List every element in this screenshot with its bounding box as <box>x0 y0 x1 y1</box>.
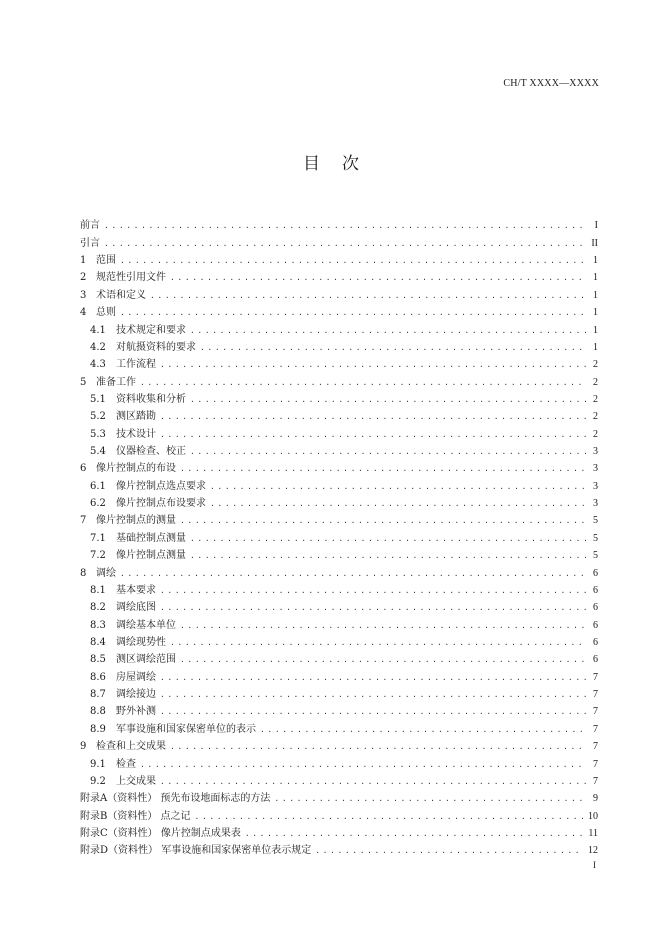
toc-entry-page: 1 <box>593 289 598 301</box>
toc-entry[interactable] <box>80 753 598 770</box>
toc-entry-number: 6.1 <box>90 480 106 492</box>
toc-entry-label: 仪器检查、校正 <box>116 446 186 458</box>
toc-entry-label: 军事设施和国家保密单位的表示 <box>116 723 256 735</box>
toc-entry-label: 调绘现势性 <box>116 636 166 648</box>
toc-leader-dots <box>195 811 584 823</box>
toc-entry[interactable] <box>80 527 598 544</box>
toc-entry[interactable] <box>80 475 598 492</box>
toc-entry-number: 9.1 <box>90 758 106 770</box>
toc-leader-dots <box>160 776 586 788</box>
table-of-contents <box>80 215 598 857</box>
toc-leader-dots <box>150 290 586 302</box>
toc-leader-dots <box>200 342 586 354</box>
toc-entry-label: 附录B（资料性） 点之记 <box>80 810 191 822</box>
toc-entry[interactable] <box>80 458 598 475</box>
toc-entry-label: 调绘 <box>96 567 116 579</box>
toc-entry-label: 基础控制点测量 <box>116 532 186 544</box>
toc-entry-number: 8.9 <box>90 723 106 735</box>
toc-entry-number: 8.2 <box>90 602 106 614</box>
toc-entry-page: 1 <box>593 272 598 284</box>
toc-entry-number: 7 <box>80 515 87 527</box>
toc-entry[interactable] <box>80 284 598 301</box>
toc-entry-number: 8.4 <box>90 636 106 648</box>
toc-entry-page: 2 <box>593 411 598 423</box>
toc-entry[interactable] <box>80 406 598 423</box>
toc-entry-number: 5.4 <box>90 446 106 458</box>
toc-entry[interactable] <box>80 597 598 614</box>
toc-leader-dots <box>160 411 586 423</box>
toc-entry[interactable] <box>80 718 598 735</box>
toc-entry-label: 总则 <box>96 307 116 319</box>
toc-leader-dots <box>210 498 586 510</box>
toc-entry-page: 6 <box>593 584 598 596</box>
toc-entry-number: 1 <box>80 255 87 267</box>
toc-leader-dots <box>160 602 586 614</box>
toc-entry-page: 3 <box>593 480 598 492</box>
toc-entry-page: 5 <box>593 532 598 544</box>
toc-entry-number: 7.1 <box>90 532 106 544</box>
toc-entry[interactable] <box>80 788 598 805</box>
toc-entry-label: 检查和上交成果 <box>96 741 166 753</box>
toc-entry-label: 准备工作 <box>96 376 136 388</box>
toc-entry-number: 8.8 <box>90 706 106 718</box>
toc-entry-page: 5 <box>593 515 598 527</box>
toc-entry-page: 6 <box>593 654 598 666</box>
toc-entry-label: 资料收集和分析 <box>116 393 186 405</box>
toc-entry-label: 基本要求 <box>116 584 156 596</box>
toc-entry-page: 6 <box>593 602 598 614</box>
toc-entry-page: 6 <box>593 636 598 648</box>
toc-leader-dots <box>170 272 586 284</box>
toc-entry-label: 附录C（资料性） 像片控制点成果表 <box>80 827 241 839</box>
toc-entry-label: 野外补测 <box>116 706 156 718</box>
toc-entry-page: 2 <box>593 376 598 388</box>
toc-entry-page: 3 <box>593 463 598 475</box>
page-number: I <box>593 860 596 870</box>
toc-leader-dots <box>140 377 586 389</box>
toc-leader-dots <box>160 689 586 701</box>
toc-entry-label: 附录A（资料性） 预先布设地面标志的方法 <box>80 793 271 805</box>
toc-entry-page: I <box>594 220 598 232</box>
toc-entry[interactable] <box>80 614 598 631</box>
toc-entry-page: 7 <box>593 775 598 787</box>
toc-leader-dots <box>104 238 586 250</box>
toc-title: 目次 <box>303 154 381 174</box>
toc-entry-label: 附录D（资料性） 军事设施和国家保密单位表示规定 <box>80 845 312 857</box>
toc-entry-number: 4.3 <box>90 359 106 371</box>
toc-entry-number: 8.1 <box>90 584 106 596</box>
toc-entry-label: 上交成果 <box>116 775 156 787</box>
toc-entry[interactable] <box>80 267 598 284</box>
toc-entry[interactable] <box>80 215 598 232</box>
toc-leader-dots <box>160 672 586 684</box>
toc-entry[interactable] <box>80 423 598 440</box>
toc-entry-number: 6.2 <box>90 498 106 510</box>
toc-leader-dots <box>245 828 585 840</box>
toc-entry[interactable] <box>80 337 598 354</box>
toc-leader-dots <box>180 463 586 475</box>
toc-entry[interactable] <box>80 562 598 579</box>
toc-leader-dots <box>160 706 586 718</box>
toc-entry-page: 6 <box>593 619 598 631</box>
toc-entry-number: 2 <box>80 272 87 284</box>
toc-entry-number: 9 <box>80 741 87 753</box>
toc-entry-label: 对航摄资料的要求 <box>116 341 196 353</box>
toc-entry[interactable] <box>80 580 598 597</box>
toc-entry-label: 前言 <box>80 220 100 232</box>
toc-leader-dots <box>160 359 586 371</box>
toc-entry-page: 1 <box>593 324 598 336</box>
toc-entry[interactable] <box>80 389 598 406</box>
toc-entry-page: 3 <box>593 446 598 458</box>
toc-entry-page: 2 <box>593 393 598 405</box>
toc-entry-page: 7 <box>593 758 598 770</box>
toc-entry-label: 调绘接边 <box>116 689 156 701</box>
toc-entry-page: 6 <box>593 567 598 579</box>
toc-leader-dots <box>190 533 586 545</box>
toc-leader-dots <box>180 515 586 527</box>
toc-entry-page: 1 <box>593 341 598 353</box>
toc-entry[interactable] <box>80 840 598 857</box>
toc-entry-page: 12 <box>588 845 598 857</box>
toc-entry-label: 规范性引用文件 <box>96 272 166 284</box>
toc-entry[interactable] <box>80 736 598 753</box>
toc-entry-number: 4 <box>80 307 87 319</box>
toc-leader-dots <box>170 637 586 649</box>
toc-entry-number: 8.7 <box>90 689 106 701</box>
toc-leader-dots <box>170 741 586 753</box>
toc-entry[interactable] <box>80 684 598 701</box>
toc-entry-number: 7.2 <box>90 550 106 562</box>
toc-entry[interactable] <box>80 493 598 510</box>
toc-entry-page: 2 <box>593 359 598 371</box>
toc-leader-dots <box>274 793 586 805</box>
toc-entry[interactable] <box>80 771 598 788</box>
toc-entry-number: 5.1 <box>90 393 106 405</box>
toc-entry[interactable] <box>80 545 598 562</box>
toc-leader-dots <box>120 307 586 319</box>
toc-entry-page: 3 <box>593 498 598 510</box>
toc-entry-number: 3 <box>80 289 87 301</box>
toc-entry-number: 4.2 <box>90 341 106 353</box>
toc-entry-label: 像片控制点的测量 <box>96 515 176 527</box>
toc-entry-label: 像片控制点的布设 <box>96 463 176 475</box>
toc-leader-dots <box>120 255 586 267</box>
toc-entry-label: 调绘底图 <box>116 602 156 614</box>
toc-entry-label: 调绘基本单位 <box>116 619 176 631</box>
toc-entry-number: 8.5 <box>90 654 106 666</box>
toc-entry-label: 技术规定和要求 <box>116 324 186 336</box>
toc-entry-page: 7 <box>593 723 598 735</box>
toc-entry-label: 像片控制点测量 <box>116 550 186 562</box>
toc-entry-page: 7 <box>593 671 598 683</box>
toc-entry-number: 8.6 <box>90 671 106 683</box>
toc-entry-number: 8.3 <box>90 619 106 631</box>
toc-entry[interactable] <box>80 319 598 336</box>
toc-leader-dots <box>120 568 586 580</box>
toc-entry[interactable] <box>80 701 598 718</box>
toc-entry-page: 10 <box>588 810 598 822</box>
toc-leader-dots <box>180 654 586 666</box>
toc-entry-page: 2 <box>593 428 598 440</box>
toc-entry-label: 工作流程 <box>116 359 156 371</box>
toc-entry-label: 范围 <box>96 255 116 267</box>
toc-entry-number: 5 <box>80 376 87 388</box>
toc-entry[interactable] <box>80 354 598 371</box>
toc-leader-dots <box>140 759 586 771</box>
toc-entry-page: 7 <box>593 706 598 718</box>
toc-entry-label: 技术设计 <box>116 428 156 440</box>
toc-entry-label: 测区调绘范围 <box>116 654 176 666</box>
toc-entry-page: 7 <box>593 689 598 701</box>
toc-entry[interactable] <box>80 510 598 527</box>
toc-leader-dots <box>180 620 586 632</box>
toc-entry-label: 房屋调绘 <box>116 671 156 683</box>
toc-entry[interactable] <box>80 302 598 319</box>
toc-leader-dots <box>190 325 586 337</box>
toc-entry-page: 11 <box>588 827 598 839</box>
toc-entry[interactable] <box>80 250 598 267</box>
toc-entry-label: 引言 <box>80 237 100 249</box>
toc-entry-number: 5.2 <box>90 411 106 423</box>
toc-entry-page: II <box>591 237 598 249</box>
toc-entry-label: 像片控制点选点要求 <box>116 480 206 492</box>
toc-entry[interactable] <box>80 632 598 649</box>
toc-entry-number: 8 <box>80 567 87 579</box>
toc-entry[interactable] <box>80 232 598 249</box>
toc-entry-page: 1 <box>593 307 598 319</box>
toc-entry-number: 4.1 <box>90 324 106 336</box>
toc-leader-dots <box>190 446 586 458</box>
toc-entry[interactable] <box>80 649 598 666</box>
toc-entry[interactable] <box>80 371 598 388</box>
toc-entry-label: 测区踏勘 <box>116 411 156 423</box>
document-code: CH/T XXXX—XXXX <box>503 78 599 89</box>
toc-entry-number: 5.3 <box>90 428 106 440</box>
toc-entry-page: 1 <box>593 255 598 267</box>
toc-entry[interactable] <box>80 805 598 822</box>
toc-entry-page: 5 <box>593 550 598 562</box>
toc-entry[interactable] <box>80 823 598 840</box>
toc-leader-dots <box>104 220 586 232</box>
toc-entry-page: 7 <box>593 741 598 753</box>
toc-entry-number: 6 <box>80 463 87 475</box>
toc-entry-label: 检查 <box>116 758 136 770</box>
toc-entry-label: 像片控制点布设要求 <box>116 498 206 510</box>
toc-entry-number: 9.2 <box>90 775 106 787</box>
toc-leader-dots <box>260 724 586 736</box>
toc-entry-page: 9 <box>593 793 598 805</box>
toc-leader-dots <box>315 845 584 857</box>
toc-entry[interactable] <box>80 441 598 458</box>
toc-leader-dots <box>160 585 586 597</box>
toc-leader-dots <box>190 394 586 406</box>
toc-leader-dots <box>160 429 586 441</box>
toc-leader-dots <box>190 550 586 562</box>
toc-entry-label: 术语和定义 <box>96 289 146 301</box>
toc-leader-dots <box>210 481 586 493</box>
toc-entry[interactable] <box>80 666 598 683</box>
